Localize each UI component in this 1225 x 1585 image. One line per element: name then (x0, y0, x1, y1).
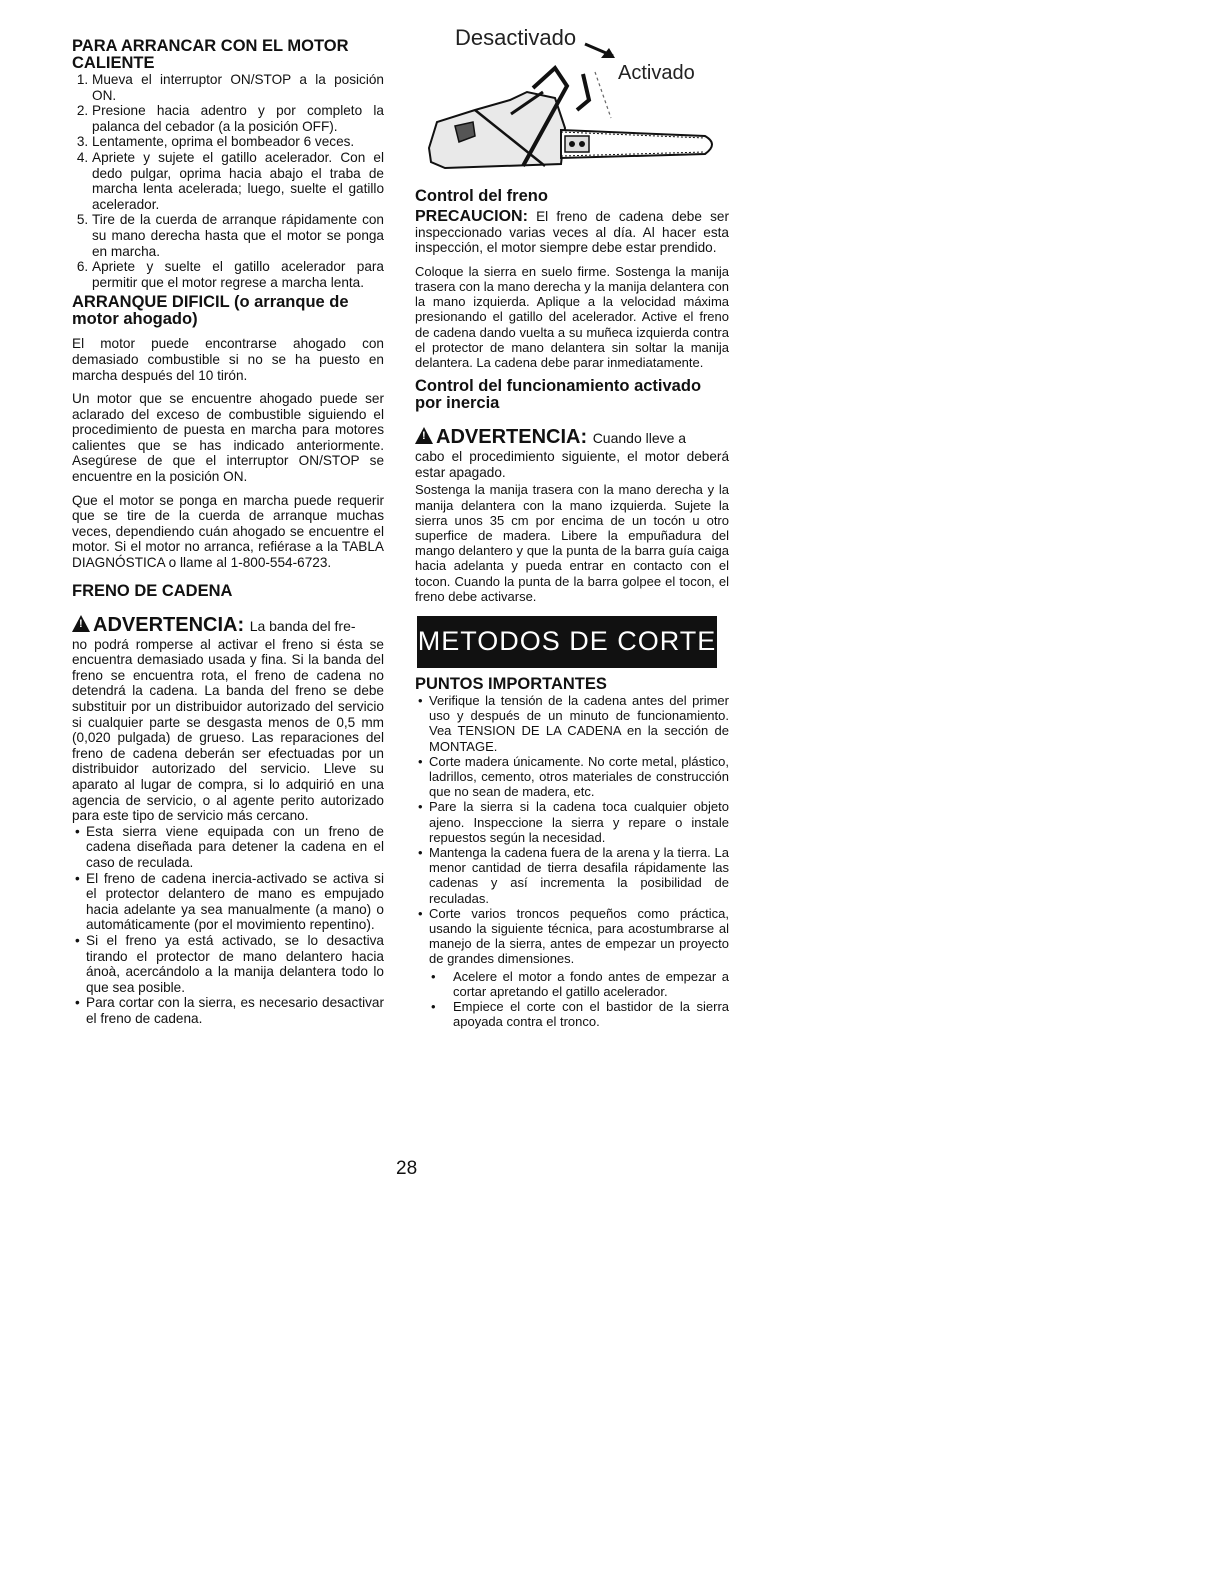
list-item: • Corte varios troncos pequeños como práctica, usando la siguiente técnica, para acostumbrarse al manejo de la sierra, antes de empezar un proyecto de grandes dimensiones. (429, 906, 729, 967)
warm-start-steps (72, 72, 384, 290)
figure-label-off: Desactivado (455, 25, 577, 50)
inertia-warning-body: cabo el procedimiento siguiente, el motor deberá estar apagado. (415, 449, 729, 480)
hard-start-paragraph: Un motor que se encuentre ahogado puede ser aclarado del exceso de combustible siguiendo el procedimiento de puesta en marcha para motores calientes que se has indicado anteriormente. Asegúrese de que el interruptor ON/STOP se encuentre en la posición ON. (72, 391, 384, 485)
right-column (415, 25, 729, 1030)
warning-lead-text: La banda del fre- (249, 617, 356, 634)
caution-paragraph (415, 209, 729, 256)
list-item: 4. Apriete y sujete el gatillo acelerador. Con el dedo pulgar, oprima hacia abajo el traba de marcha lenta acelerada; luego, suelte el gatillo acelerador. (92, 150, 384, 212)
brake-warning-body: no podrá romperse al activar el freno si ésta se encuentra demasiado usada y fina. Si la banda del freno se encuentra rota, el freno de cadena no detendrá la cadena. La banda del freno se debe substituir por un distribuidor autorizado del servicio si cualquier parte se desgasta menos de 0,5 mm (0,020 pulgada) de grueso. Las reparaciones del freno de cadena deberán ser efectuadas por un distribuidor autorizado del servicio. Lleve su aparato al lugar de compra, si lo adquirió en una agencia de servicio, o al agente perito autorizado para este tipo de servicio más cercano. (72, 636, 384, 824)
chain-brake-title: FRENO DE CADENA (72, 581, 233, 600)
list-item: 5. Tire de la cuerda de arranque rápidamente con su mano derecha hasta que el motor se ponga en marcha. (92, 212, 384, 259)
list-item: • Verifique la tensión de la cadena antes del primer uso y después de un minuto de funcionamiento. Vea TENSION DE LA CADENA en la sección de MONTAGE. (429, 693, 729, 754)
left-column (72, 38, 384, 1026)
hard-start-title: ARRANQUE DIFICIL (o arranque de motor ahogado) (72, 293, 349, 329)
caution-text: El freno de cadena debe ser inspeccionado varias veces al día. Al hacer esta inspección, el motor siempre debe estar prendido. (415, 209, 729, 256)
page-number: 28 (396, 1158, 418, 1179)
important-points-list (415, 693, 729, 967)
warning-lead-text: Cuando lleve a (592, 430, 687, 447)
list-item: • Pare la sierra si la cadena toca cualquier objeto ajeno. Inspeccione la sierra y repare o instale repuestos según la necesidad. (429, 799, 729, 845)
list-item: • Empiece el corte con el bastidor de la sierra apoyada contra el tronco. (453, 999, 729, 1029)
list-item: • Corte madera únicamente. No corte metal, plástico, ladrillos, cemento, otros materiales de construcción que no sean de madera, etc. (429, 754, 729, 800)
figure-label-on: Activado (618, 62, 695, 84)
inertia-control-title: Control del funcionamiento activado por inercia (415, 377, 702, 413)
warning-triangle-icon (72, 615, 90, 632)
brake-control-paragraph: Coloque la sierra en suelo firme. Sostenga la manija trasera con la mano derecha y la manija delantera con la mano izquierda. Aplique a la velocidad máxima presionando el gatillo del acelerador. Active el freno de cadena dando vuelta a su muñeca izquierda contra el protector de mano delantera sin soltar la manija delantera. La cadena debe parar inmediatamente. (415, 263, 729, 370)
brake-bullets (72, 824, 384, 1027)
list-item: 3. Lentamente, oprima el bombeador 6 veces. (92, 134, 384, 150)
chainsaw-illustration (415, 25, 729, 180)
chain-brake-figure (415, 25, 729, 180)
list-item: • Mantenga la cadena fuera de la arena y la tierra. La menor cantidad de tierra desafila rápidamente las cadenas y así incrementa la posibilidad de reculadas. (429, 845, 729, 906)
warning-triangle-icon (415, 427, 433, 444)
hard-start-paragraph: El motor puede encontrarse ahogado con demasiado combustible si no se ha puesto en marcha después del 10 tirón. (72, 336, 384, 383)
practice-sub-list (415, 969, 729, 1030)
hard-start-paragraph: Que el motor se ponga en marcha puede requerir que se tire de la cuerda de arranque muchas veces, dependiendo cuán ahogado se encuentre el motor. Si el motor no arranca, refiérase a la TABLA DIAGNÓSTICA o llame al 1-800-554-6723. (72, 492, 384, 571)
brake-warning-line (72, 614, 384, 637)
inertia-paragraph: Sostenga la manija trasera con la mano derecha y la manija delantera con la mano izquierda. Sujete la sierra unos 35 cm por encima de un tocón u otro superfice de madera. Libere la empuñadura del mango delantero y que la punta de la barra guía caiga hacia adelanta y pueda entrar en contacto con el tocon. Cuando la punta de la barra golpee el tocon, el freno debe activarse. (415, 482, 729, 604)
caution-label: PRECAUCION: (415, 208, 528, 225)
list-item: 1. Mueva el interruptor ON/STOP a la posición ON. (92, 72, 384, 103)
warning-label: ADVERTENCIA: (436, 426, 588, 449)
list-item: • Si el freno ya está activado, se lo desactiva tirando el protector de mano delantero hacia ánoà, acercándolo a la manija delantera todo lo que sea posible. (86, 933, 384, 995)
list-item: 2. Presione hacia adentro y por completo la palanca del cebador (a la posición OFF). (92, 103, 384, 134)
warning-label: ADVERTENCIA: (93, 613, 245, 636)
list-item: • Esta sierra viene equipada con un freno de cadena diseñada para detener la cadena en el caso de reculada. (86, 824, 384, 871)
warm-start-title: PARA ARRANCAR CON EL MOTOR CALIENTE (72, 37, 349, 72)
cutting-methods-banner: METODOS DE CORTE (417, 616, 717, 668)
inertia-warning-line (415, 426, 729, 449)
list-item: 6. Apriete y suelte el gatillo acelerador para permitir que el motor regrese a marcha lenta. (92, 259, 384, 290)
brake-control-title: Control del freno (415, 187, 548, 205)
list-item: • Para cortar con la sierra, es necesario desactivar el freno de cadena. (86, 995, 384, 1026)
list-item: • Acelere el motor a fondo antes de empezar a cortar apretando el gatillo acelerador. (453, 969, 729, 999)
important-points-title: PUNTOS IMPORTANTES (415, 675, 607, 694)
list-item: • El freno de cadena inercia-activado se activa si el protector delantero de mano es empujado hacia adelante ya sea manualmente (a mano) o automáticamente (por el movimiento repentino). (86, 871, 384, 933)
